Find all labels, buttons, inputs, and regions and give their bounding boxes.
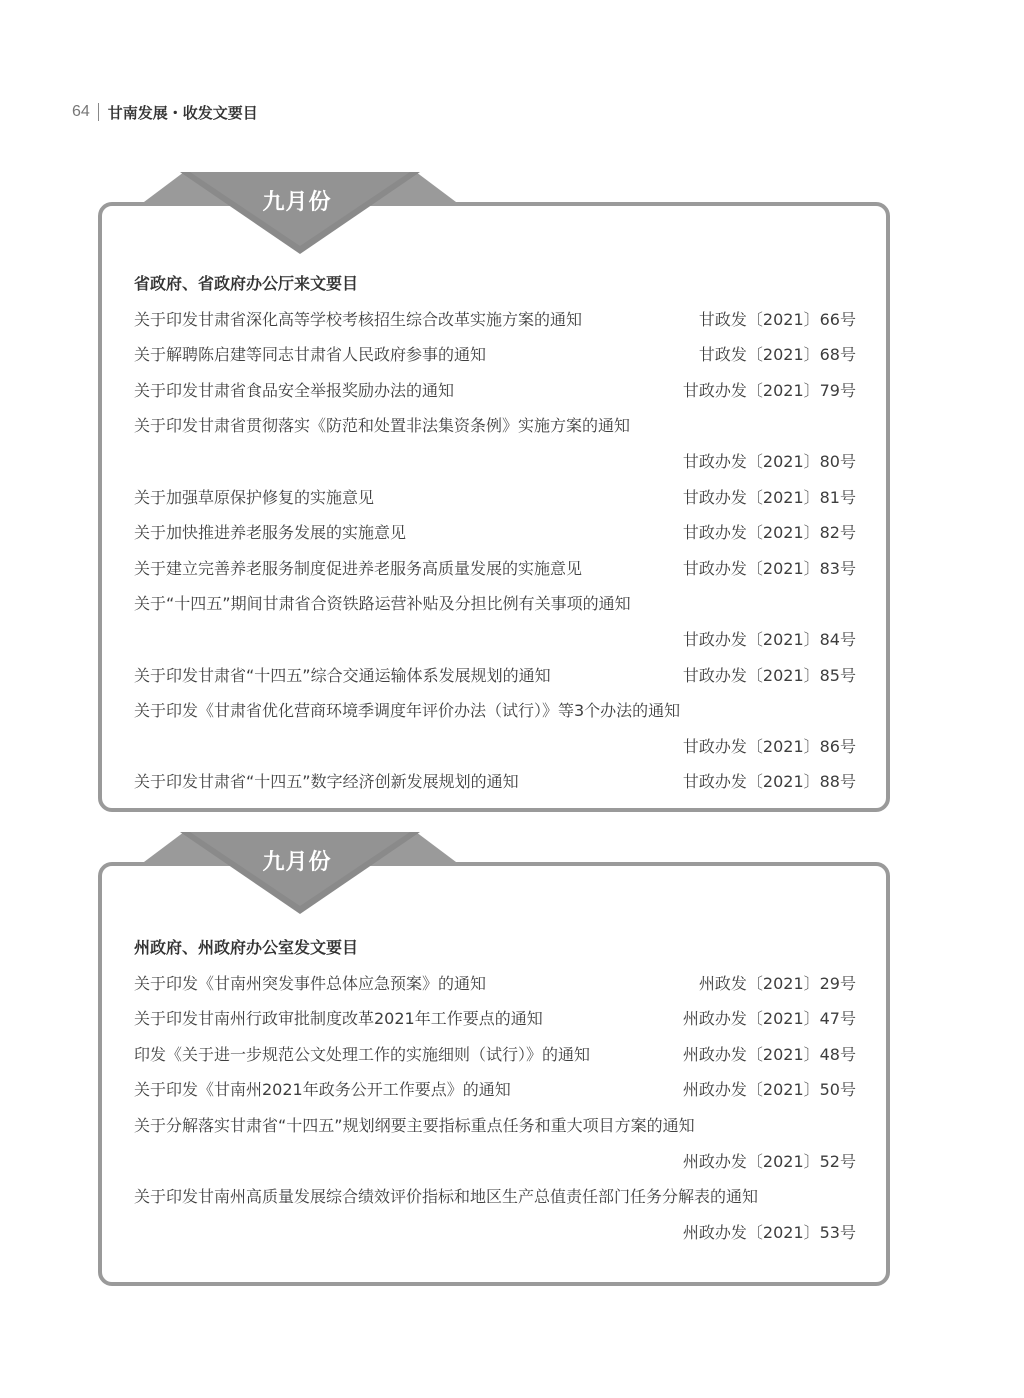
month-tab: [140, 168, 460, 258]
list-item-number-row: [134, 444, 856, 480]
list-item: [134, 586, 856, 622]
document-number: 甘政办发〔2021〕82号: [682, 523, 856, 543]
document-number: 甘政办发〔2021〕80号: [682, 451, 856, 471]
document-number: 州政办发〔2021〕48号: [682, 1044, 856, 1064]
list-item: [134, 551, 856, 587]
document-number: 甘政办发〔2021〕83号: [682, 558, 856, 578]
entry-title: 关于建立完善养老服务制度促进养老服务高质量发展的实施意见: [134, 558, 583, 578]
section-content-prefectural: [134, 930, 856, 1250]
entry-title: 关于印发《甘南州2021年政务公开工作要点》的通知: [134, 1080, 511, 1100]
document-number: 州政办发〔2021〕52号: [682, 1151, 856, 1171]
list-item-number-row: [134, 1215, 856, 1251]
list-item: [134, 966, 856, 1002]
list-item-number-row: [134, 1144, 856, 1180]
document-number: 甘政办发〔2021〕81号: [682, 487, 856, 507]
month-tab: [140, 828, 460, 918]
month-label: 九月份: [262, 849, 332, 875]
document-number: 甘政办发〔2021〕86号: [682, 736, 856, 756]
entry-title: 关于印发《甘南州突发事件总体应急预案》的通知: [134, 973, 487, 993]
document-number: 甘政办发〔2021〕84号: [682, 629, 856, 649]
list-item: [134, 764, 856, 800]
entry-title: 关于印发甘肃省食品安全举报奖励办法的通知: [134, 380, 455, 400]
document-number: 甘政办发〔2021〕88号: [682, 772, 856, 792]
list-item: [134, 337, 856, 373]
entry-title: 关于加快推进养老服务发展的实施意见: [134, 523, 407, 543]
list-item: [134, 1037, 856, 1073]
page-number: 64: [72, 103, 90, 120]
list-item-number-row: [134, 622, 856, 658]
entry-title: 关于印发甘肃省贯彻落实《防范和处置非法集资条例》实施方案的通知: [134, 416, 631, 436]
document-number: 州政办发〔2021〕53号: [682, 1222, 856, 1242]
section-content-provincial: [134, 266, 856, 800]
month-label: 九月份: [262, 189, 332, 215]
section-heading: 省政府、省政府办公厅来文要目: [134, 274, 359, 293]
document-number: 州政办发〔2021〕47号: [682, 1009, 856, 1029]
entry-title: 关于解聘陈启建等同志甘肃省人民政府参事的通知: [134, 345, 487, 365]
list-item: [134, 1001, 856, 1037]
document-number: 甘政办发〔2021〕85号: [682, 665, 856, 685]
entry-title: 关于“十四五”期间甘肃省合资铁路运营补贴及分担比例有关事项的通知: [134, 594, 631, 614]
document-number: 甘政办发〔2021〕79号: [682, 380, 856, 400]
document-number: 州政办发〔2021〕50号: [682, 1080, 856, 1100]
entry-title: 关于印发《甘肃省优化营商环境季调度年评价办法（试行）》等3个办法的通知: [134, 701, 681, 721]
list-item: [134, 302, 856, 338]
running-header: [72, 101, 258, 123]
entry-title: 关于印发甘肃省深化高等学校考核招生综合改革实施方案的通知: [134, 309, 583, 329]
list-item: [134, 515, 856, 551]
section-heading: 州政府、州政府办公室发文要目: [134, 938, 359, 957]
list-item-number-row: [134, 729, 856, 765]
list-item: [134, 408, 856, 444]
list-item: [134, 1179, 856, 1215]
entry-title: 关于印发甘肃省“十四五”综合交通运输体系发展规划的通知: [134, 665, 551, 685]
entry-title: 关于印发甘南州高质量发展综合绩效评价指标和地区生产总值责任部门任务分解表的通知: [134, 1187, 759, 1207]
document-number: 甘政发〔2021〕66号: [698, 309, 856, 329]
list-item: [134, 693, 856, 729]
list-item: [134, 1072, 856, 1108]
header-title: 甘南发展・收发文要目: [107, 103, 258, 122]
header-divider: [98, 103, 99, 121]
entry-title: 关于加强草原保护修复的实施意见: [134, 487, 375, 507]
document-number: 甘政发〔2021〕68号: [698, 345, 856, 365]
document-number: 州政发〔2021〕29号: [698, 973, 856, 993]
entry-title: 关于分解落实甘肃省“十四五”规划纲要主要指标重点任务和重大项目方案的通知: [134, 1115, 695, 1135]
entry-title: 关于印发甘南州行政审批制度改革2021年工作要点的通知: [134, 1009, 543, 1029]
list-item: [134, 658, 856, 694]
list-item: [134, 480, 856, 516]
list-item: [134, 1108, 856, 1144]
entry-title: 印发《关于进一步规范公文处理工作的实施细则（试行）》的通知: [134, 1044, 591, 1064]
list-item: [134, 373, 856, 409]
entry-title: 关于印发甘肃省“十四五”数字经济创新发展规划的通知: [134, 772, 519, 792]
